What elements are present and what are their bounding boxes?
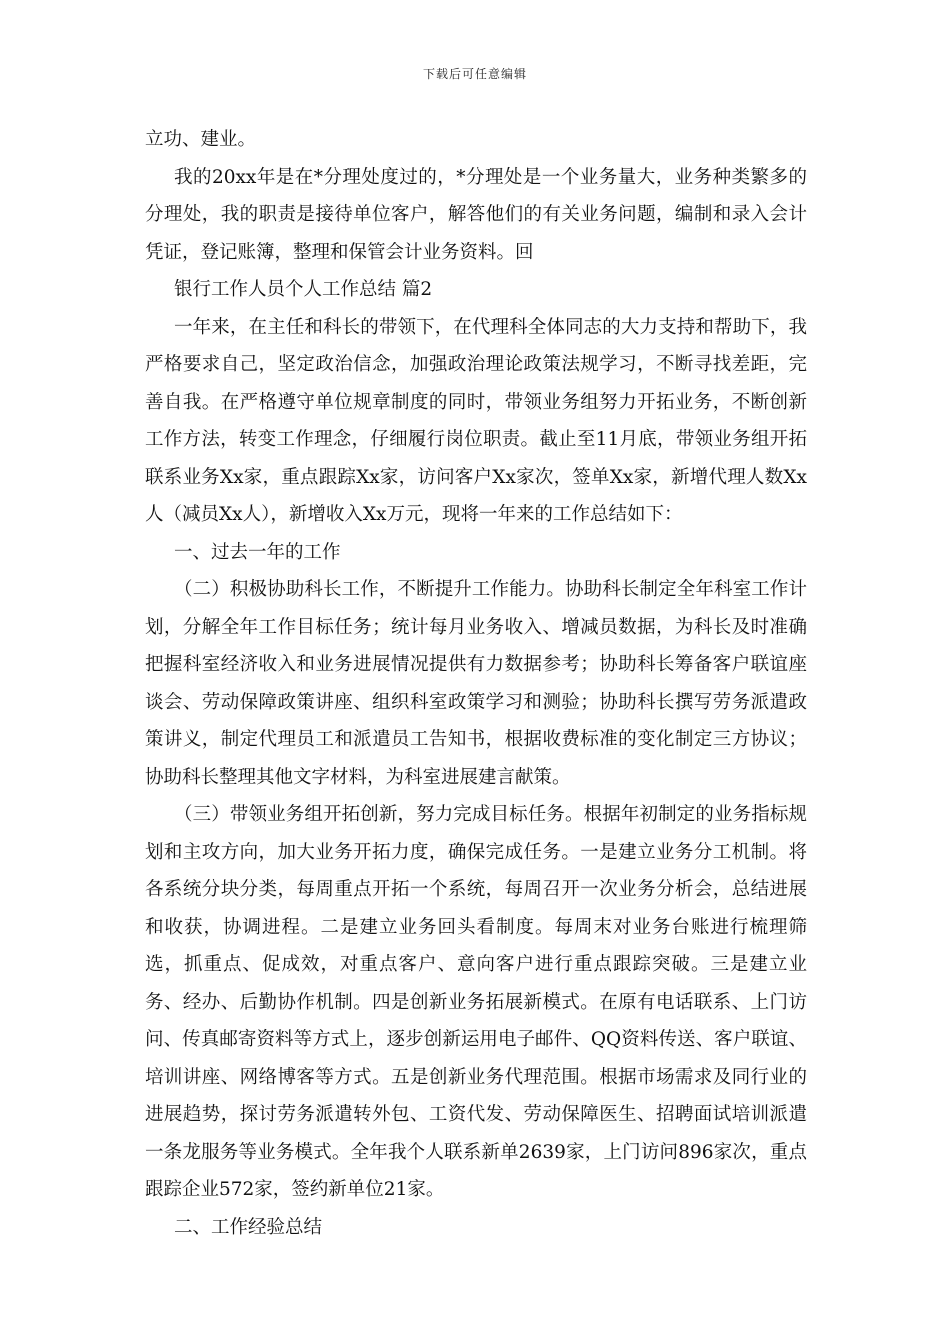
heading-past-year-work: 一、过去一年的工作: [174, 541, 341, 563]
heading-work-experience-summary: 二、工作经验总结: [174, 1216, 323, 1238]
paragraph-opening-fragment: 立功、建业。: [145, 129, 257, 150]
page-header-note: 下载后可任意编辑: [422, 67, 527, 81]
paragraph-assist-section-chief: （二）积极协助科长工作，不断提升工作能力。协助科长制定全年科室工作计划，分解全年工作目标任务；统计每月业务收入、增减员数据，为科长及时准确把握科室经济收入和业务进展情况提供有力数据参考；协助科长筹备客户联谊座谈会、劳动保障政策讲座、组织科室政策学习和测验；协助科长撰写劳务派遣政策讲义，制定代理员工和派遣员工告知书，根据收费标准的变化制定三方协议；协助科长整理其他文字材料，为科室进展建言献策。: [145, 579, 807, 788]
section-title-part-2: 银行工作人员个人工作总结 篇2: [174, 279, 433, 300]
paragraph-branch-duties: 我的20xx年是在*分理处度过的，*分理处是一个业务量大，业务种类繁多的分理处，我的职责是接待单位客户，解答他们的有关业务问题，编制和录入会计凭证，登记账簿，整理和保管会计业务资料。回: [145, 166, 807, 263]
paragraph-year-overview: 一年来，在主任和科长的带领下，在代理科全体同志的大力支持和帮助下，我严格要求自己，坚定政治信念，加强政治理论政策法规学习，不断寻找差距，完善自我。在严格遵守单位规章制度的同时，带领业务组努力开拓业务，不断创新工作方法，转变工作理念，仔细履行岗位职责。截止至11月底，带领业务组开拓联系业务Xx家，重点跟踪Xx家，访问客户Xx家次，签单Xx家，新增代理人数Xx人（减员Xx人），新增收入Xx万元，现将一年来的工作总结如下：: [145, 316, 807, 525]
paragraph-lead-business-group: （三）带领业务组开拓创新，努力完成目标任务。根据年初制定的业务指标规划和主攻方向，加大业务开拓力度，确保完成任务。一是建立业务分工机制。将各系统分块分类，每周重点开拓一个系统，每周召开一次业务分析会，总结进展和收获，协调进程。二是建立业务回头看制度。每周末对业务台账进行梳理筛选，抓重点、促成效，对重点客户、意向客户进行重点跟踪突破。三是建立业务、经办、后勤协作机制。四是创新业务拓展新模式。在原有电话联系、上门访问、传真邮寄资料等方式上，逐步创新运用电子邮件、QQ资料传送、客户联谊、培训讲座、网络博客等方式。五是创新业务代理范围。根据市场需求及同行业的进展趋势，探讨劳务派遣转外包、工资代发、劳动保障医生、招聘面试培训派遣一条龙服务等业务模式。全年我个人联系新单2639家，上门访问896家次，重点跟踪企业572家，签约新单位21家。: [145, 804, 807, 1200]
document-body: [145, 121, 807, 1246]
